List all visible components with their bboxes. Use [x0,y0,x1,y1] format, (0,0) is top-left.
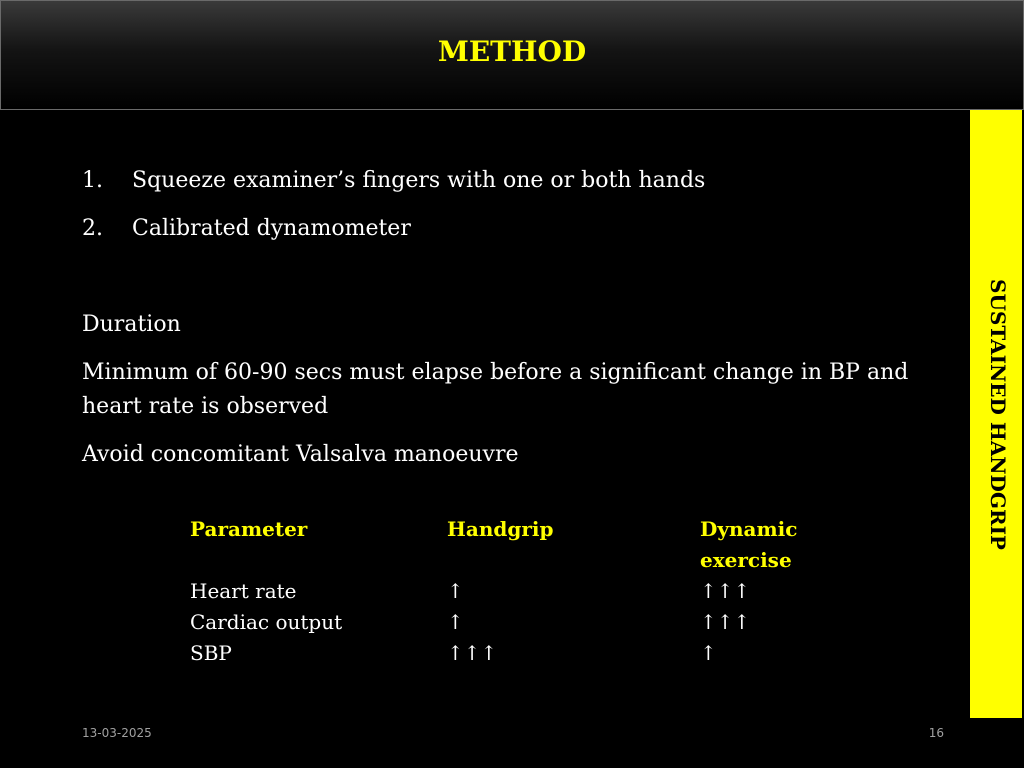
table-cell: ↑ [447,579,464,603]
table-row [190,638,840,669]
table-cell: ↑ [700,641,717,665]
slide-title: METHOD [437,35,587,68]
list-text: Calibrated dynamometer [132,216,411,241]
table-cell: ↑ [447,610,464,634]
table-cell: ↑↑↑ [700,579,751,603]
table-header-row [190,514,840,576]
list-text: Squeeze examiner’s fingers with one or both hands [132,168,706,193]
table-cell: Heart rate [190,579,297,603]
list-item [82,212,942,246]
side-label-text: SUSTAINED HANDGRIP [986,278,1010,550]
duration-text: Minimum of 60-90 secs must elapse before a significant change in BP and heart rate is observed [82,360,909,419]
footer-date: 13-03-2025 [82,726,152,740]
table-cell: SBP [190,641,232,665]
valsalva-text: Avoid concomitant Valsalva manoeuvre [82,442,519,467]
duration-heading: Duration [82,312,181,337]
page-number: 16 [928,726,944,740]
list-number: 2. [82,216,103,241]
table-row [190,607,840,638]
table-cell: ↑↑↑ [700,610,751,634]
table-header-cell: Dynamic exercise [700,517,798,572]
slide-content [82,164,942,486]
side-label [970,110,1022,718]
list-item [82,164,942,198]
table-row [190,576,840,607]
table-header-cell: Handgrip [447,517,554,541]
table-cell: ↑↑↑ [447,641,498,665]
header-bar [0,0,1024,110]
comparison-table [190,514,840,669]
list-number: 1. [82,168,103,193]
spacer [82,260,942,308]
table-header-cell: Parameter [190,517,308,541]
table-cell: Cardiac output [190,610,343,634]
